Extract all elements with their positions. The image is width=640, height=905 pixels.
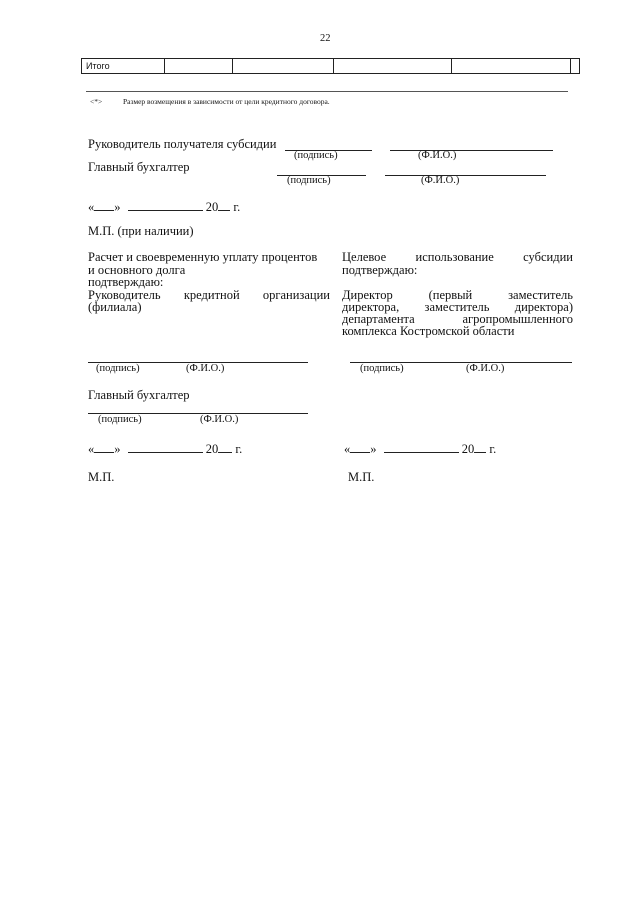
recipient-date: [88, 200, 240, 214]
footnote-mark: <*>: [90, 97, 103, 106]
dept-role-word: департамента: [342, 312, 415, 326]
year-suffix: г.: [489, 442, 497, 456]
date-close-quote: »: [114, 200, 121, 214]
bank-role-line-2: (филиала): [88, 300, 142, 314]
dept-confirm-word: Целевое: [342, 250, 387, 264]
table-cell: [571, 59, 580, 74]
signature-caption: (подпись): [294, 150, 338, 161]
name-caption: (Ф.И.О.): [186, 363, 225, 374]
dept-role-word: заместитель: [508, 288, 573, 302]
table-cell: [164, 59, 232, 74]
name-caption: (Ф.И.О.): [421, 175, 460, 186]
recipient-head-label: Руководитель получателя субсидии: [88, 137, 277, 151]
bank-confirm-line-1: Расчет и своевременную уплату процентов: [88, 250, 318, 264]
signature-caption: (подпись): [360, 363, 404, 374]
date-close-quote: »: [114, 442, 121, 456]
name-caption: (Ф.И.О.): [418, 150, 457, 161]
table-cell: [232, 59, 333, 74]
name-line: [390, 150, 553, 151]
dept-confirm-word: использование: [415, 250, 494, 264]
year-prefix: 20: [461, 442, 475, 456]
bank-role-word: организации: [262, 288, 330, 302]
date-open-quote: «: [344, 442, 351, 456]
dept-confirm-word: субсидии: [523, 250, 573, 264]
year-prefix: 20: [205, 442, 219, 456]
bank-confirm-line-2: и основного долга: [88, 263, 186, 277]
bank-accountant-label: Главный бухгалтер: [88, 388, 190, 402]
dept-role-word: Директор: [342, 288, 393, 302]
table-cell: [452, 59, 571, 74]
footnote-separator: [86, 91, 568, 92]
bank-date: [88, 442, 242, 456]
summary-table: [81, 58, 580, 74]
name-caption: (Ф.И.О.): [466, 363, 505, 374]
date-close-quote: »: [370, 442, 377, 456]
dept-role-word: (первый: [428, 288, 473, 302]
dept-confirm-line-2: подтверждаю:: [342, 263, 418, 277]
bank-confirm-line-3: подтверждаю:: [88, 275, 164, 289]
dept-role-word: директора): [514, 300, 573, 314]
dept-role-word: директора,: [342, 300, 400, 314]
year-suffix: г.: [235, 442, 243, 456]
bank-stamp: М.П.: [88, 470, 115, 484]
date-open-quote: «: [88, 442, 95, 456]
year-prefix: 20: [205, 200, 219, 214]
table-cell: [333, 59, 452, 74]
dept-role-line-4: комплекса Костромской области: [342, 324, 515, 338]
total-label-cell: Итого: [82, 59, 165, 74]
table-row: [82, 59, 580, 74]
dept-stamp: М.П.: [348, 470, 375, 484]
bank-role-word: Руководитель: [88, 288, 161, 302]
recipient-accountant-label: Главный бухгалтер: [88, 160, 190, 174]
bank-role-word: кредитной: [183, 288, 240, 302]
year-suffix: г.: [233, 200, 241, 214]
name-caption: (Ф.И.О.): [200, 414, 239, 425]
recipient-stamp: М.П. (при наличии): [88, 224, 194, 238]
dept-role-word: агропромышленного: [462, 312, 573, 326]
dept-date: [344, 442, 496, 456]
name-line: [385, 175, 546, 176]
date-open-quote: «: [88, 200, 95, 214]
signature-caption: (подпись): [98, 414, 142, 425]
dept-confirm-line-1: [342, 250, 573, 264]
page-number: 22: [320, 33, 331, 44]
signature-caption: (подпись): [96, 363, 140, 374]
dept-role-word: заместитель: [424, 300, 490, 314]
signature-caption: (подпись): [287, 175, 331, 186]
footnote-text: Размер возмещения в зависимости от цели кредитного договора.: [123, 97, 330, 106]
